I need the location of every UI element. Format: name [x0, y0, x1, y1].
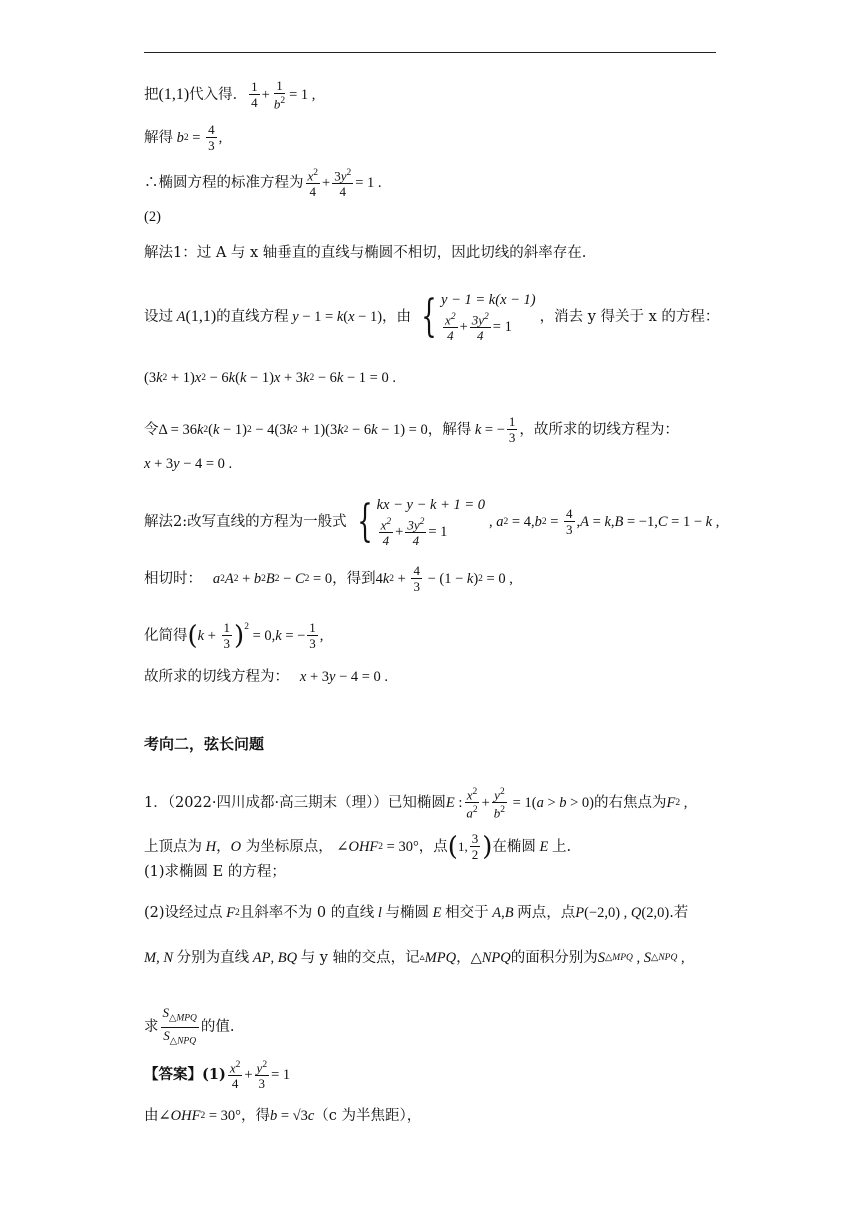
solution-start: 由 ∠ OHF 2 = 30° ，得 b = √3 c （c 为半焦距）， [144, 1108, 422, 1124]
problem-statement-1: 1．（2022·四川成都·高三期末（理））已知椭圆 E : $\frac{x^2}{a^2}$ + $\frac{y^2}{b^2}$ = 1( a > b > 0) 的右焦点为 F 2 , [144, 787, 688, 821]
part-2-label: (2) [144, 209, 161, 225]
problem-part-2: (2)设经过点 F 2 且斜率不为 0 的直线 l 与椭圆 E 相交于 A , B 两点，点 P (−2,0) , Q (2,0) .若 [144, 905, 689, 921]
equation-system: { y − 1 = k(x − 1) $\frac{x^2}{4}$ + $\frac{3y^2}{4}$ = 1 [421, 290, 536, 344]
fraction: $\frac{1}{4}$ [251, 79, 258, 111]
problem-statement-2: 上顶点为 H ， O 为坐标原点， ∠ OHF 2 = 30° ，点 ( 1, $\frac{3}{2}$ ) 在椭圆 E 上. [144, 831, 572, 862]
line-standard-equation: ∴椭圆方程的标准方程为 $\frac{x^2}{4}$ + $\frac{3y^2}{4}$ = 1 . [144, 168, 382, 200]
method-1-line-equation: 设过 A (1,1) 的直线方程 y − 1 = k ( x − 1) ，由 { y − 1 = k(x − 1) $\frac{x^2}{4}$ + $\frac{3y^2}{4}$ = 1 ，消去 y 得关于 x 的方程： [144, 290, 720, 344]
answer-line: 【答案】(1) $\frac{x^2}{4}$ + $\frac{y^2}{3}$ = 1 [144, 1060, 291, 1092]
tangency-condition: 相切时： a 2 A 2 + b 2 B 2 − C 2 = 0 ，得到 4 k 2 + $\frac{4}{3}$ − (1 − k ) 2 = 0 , [144, 563, 513, 594]
method-1-intro: 解法1：过 A 与 x 轴垂直的直线与椭圆不相切，因此切线的斜率存在. [144, 245, 587, 261]
problem-part-2-cont: M , N 分别为直线 AP , BQ 与 y 轴的交点，记 ▵ MPQ ， △ NPQ 的面积分别为 S △MPQ , S △NPQ , [144, 950, 685, 966]
discriminant-line: 令 Δ = 36 k 2 ( k − 1) 2 − 4(3 k 2 + 1)(3 k 2 − 6 k − 1) = 0 ，解得 k = − $\frac{1}{3}$ ，故所求的切线方程为： [144, 414, 679, 445]
problem-ratio: 求 $\frac{S_{\triangle MPQ}}{S_{\triangle NPQ}}$ 的值. [144, 1005, 235, 1047]
tangent-result-2: 故所求的切线方程为： x + 3 y − 4 = 0 . [144, 669, 389, 685]
problem-part-1: (1)求椭圆 E 的方程； [144, 864, 286, 880]
quadratic-equation: (3 k 2 + 1) x 2 − 6 k ( k − 1) x + 3 k 2 − 6 k − 1 = 0 . [144, 370, 396, 386]
line-substitute: 把 (1,1) 代入得． $\frac{1}{4}$ + $\frac{1}{b^2}$ = 1 , [144, 78, 316, 112]
header-rule [144, 52, 716, 53]
section-heading: 考向二，弦长问题 [144, 735, 265, 753]
simplify-line: 化简得 ( k + $\frac{1}{3}$ ) $^2$ = 0, k = − $\frac{1}{3}$ , [144, 620, 324, 651]
tangent-result-1: x + 3 y − 4 = 0 . [144, 456, 233, 472]
line-solve-b: 解得 b 2 = $\frac{4}{3}$ , [144, 122, 223, 153]
method-2-general-form: 解法2:改写直线的方程为一般式 { kx − y − k + 1 = 0 $\frac{x^2}{4}$ + $\frac{3y^2}{4}$ = 1 , a 2 = 4, b 2 = $\frac{4}{3}$ , A = k , B = −1, C = 1 − k , [144, 495, 720, 549]
